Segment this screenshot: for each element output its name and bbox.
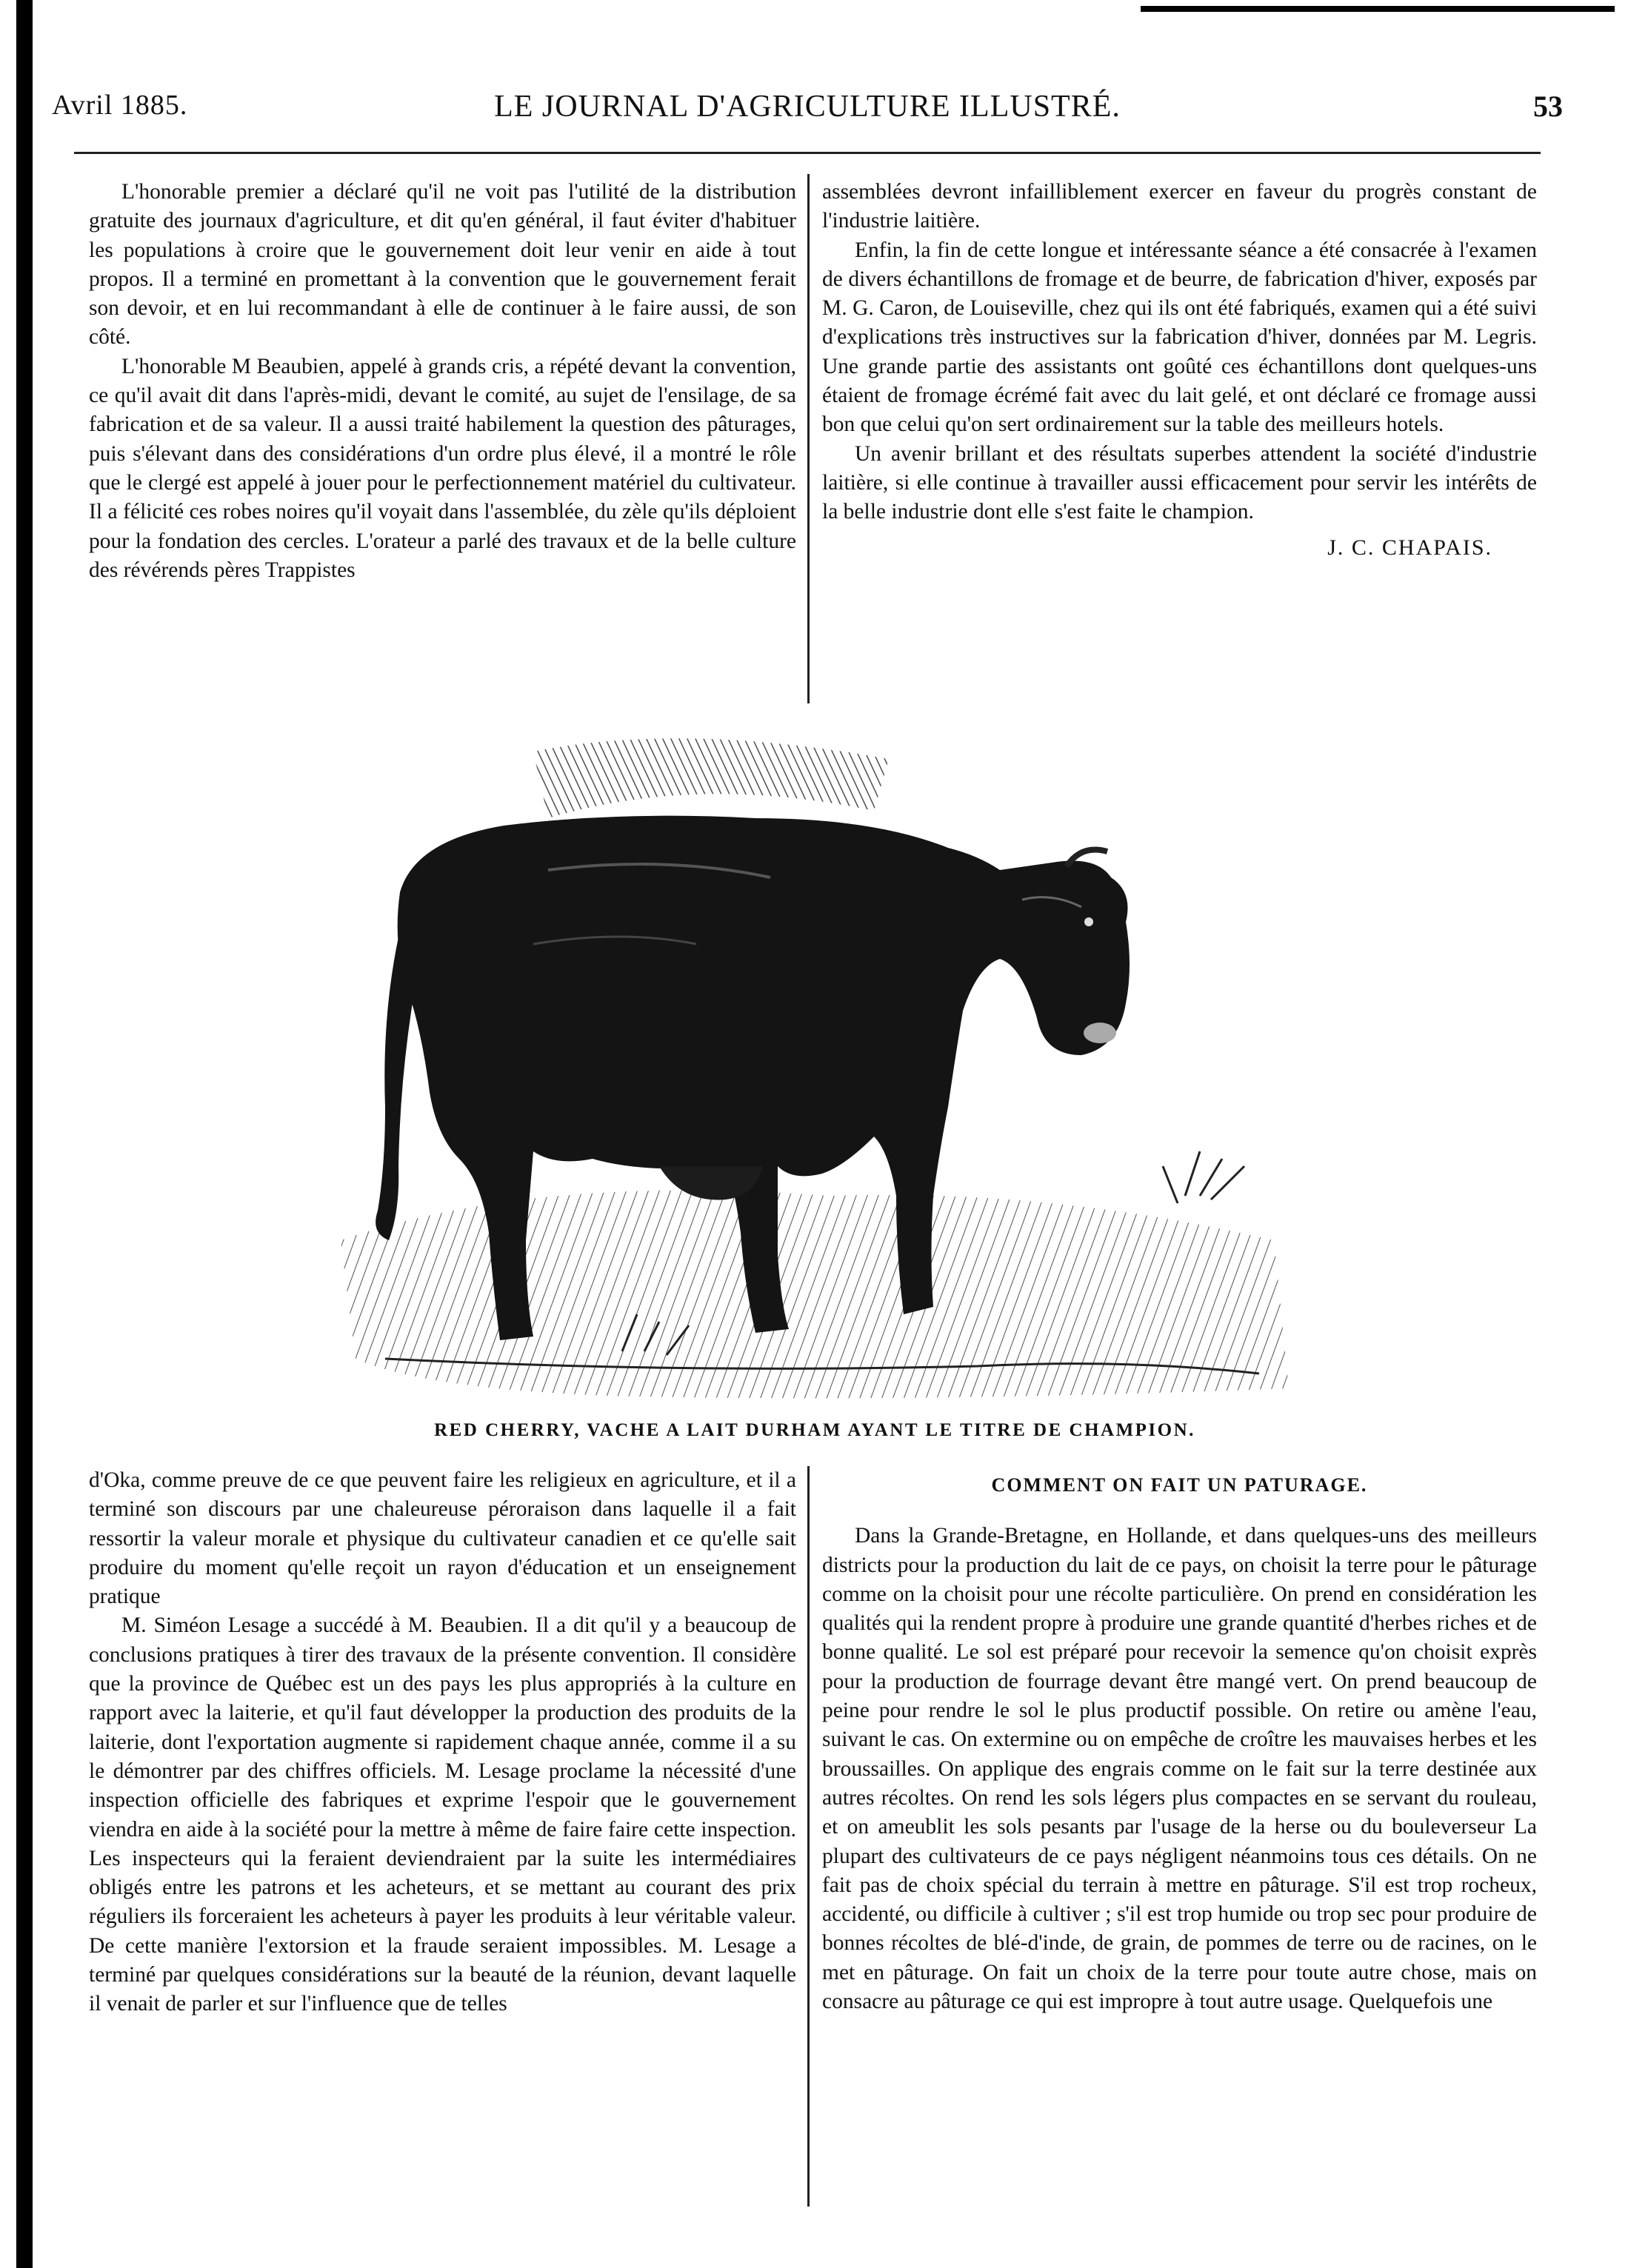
cow-engraving [311, 722, 1304, 1411]
figure-caption: RED CHERRY, VACHE A LAIT DURHAM AYANT LE TITRE DE CHAMPION. [434, 1420, 1195, 1440]
journal-title: LE JOURNAL D'AGRICULTURE ILLUSTRÉ. [494, 90, 1121, 124]
top-left-column [89, 178, 796, 696]
page-edge-bar [16, 0, 33, 2268]
paragraph: Dans la Grande-Bretagne, en Hollande, et dans quelques-uns des meilleurs districts pour la production du lait de ce pays, on choisit la terre pour le pâturage comme on la choisit pour une récolte particulière. On prend en considération les qualités qui la rendent propre à produire une grande quantité d'herbes riches et de bonne qualité. Le sol est préparé pour recevoir la semence qu'on choisit exprès pour la production de fourrage devant être mangé vert. On prend beaucoup de peine pour rendre le sol le plus productif possible. On retire ou amène l'eau, suivant le cas. On extermine ou on empêche de croître les mauvaises herbes et les broussailles. On applique des engrais comme on le fait sur la terre destinée aux autres récoltes. On rend les sols légers plus compactes en se servant du rouleau, et on ameublit les sols pesants par l'usage de la herse ou du bouleverseur La plupart des cultivateurs de ce pays négligent néanmoins tous ces détails. On ne fait pas de choix spécial du terrain à mettre en pâturage. S'il est trop rocheux, accidenté, ou difficile à cultiver ; s'il est trop humide ou trop sec pour produire de bonnes récoltes de blé-d'inde, de grain, de pommes de terre ou de racines, on le met en pâturage. On fait un choix de la terre pour toute autre chose, mais on consacre au pâturage ce qui est impropre à tout autre usage. Quelquefois une [822, 1524, 1537, 2014]
page-header [52, 89, 1563, 141]
top-right-column [822, 178, 1537, 696]
paragraph: Enfin, la fin de cette longue et intéressante séance a été consacrée à l'examen de divers échantillons de fromage et de beurre, de fabrication d'hiver, exposés par M. G. Caron, de Louiseville, chez qui ils ont été fabriqués, examen qui a été suivi d'explications très instructives sur la fabrication d'hiver, données par M. Legris. Une grande partie des assistants ont goûté ces échantillons dont quelques-uns étaient de fromage écrémé fait avec du lait gelé, et ont déclaré ce fromage aussi bon que celui qu'on sert ordinairement sur la table des meilleurs hotels. [822, 238, 1537, 437]
issue-date: Avril 1885. [52, 90, 188, 121]
author-signature: J. C. CHAPAIS. [1327, 535, 1492, 560]
paragraph: Un avenir brillant et des résultats superbes attendent la société d'industrie laitière, si elle continue à travailler aussi efficacement pour servir les intérêts de la belle industrie dont elle s'est faite le champion. [822, 441, 1537, 524]
bottom-left-column [89, 1466, 796, 2207]
paragraph: L'honorable M Beaubien, appelé à grands cris, a répété devant la convention, ce qu'il avait dit dans l'après-midi, devant le comité, au sujet de l'ensilage, de sa fabrication et de sa valeur. Il a aussi traité habilement la question des pâturages, puis s'élevant dans des considérations d'un ordre plus élevé, il a montré le rôle que le clergé est appelé à jouer pour le perfectionnement matériel du cultivateur. Il a félicité ces robes noires qu'il voyait dans l'assemblée, du zèle qu'ils déploient pour la fondation des cercles. L'orateur a parlé des travaux et de la belle culture des révérends pères Trappistes [89, 354, 796, 582]
top-edge-rule [1141, 6, 1615, 12]
paragraph: L'honorable premier a déclaré qu'il ne voit pas l'utilité de la distribution gratuite des journaux d'agriculture, et dit qu'en général, il faut éviter d'habituer les populations à croire que le gouvernement doit leur venir en aide à tout propos. Il a terminé en promettant à la convention que le gouvernement ferait son devoir, et en lui recommandant à elle de continuer à le faire aussi, de son côté. [89, 180, 796, 349]
header-rule [74, 152, 1541, 154]
page-number: 53 [1533, 90, 1563, 123]
paragraph: M. Siméon Lesage a succédé à M. Beaubien. Il a dit qu'il y a beaucoup de conclusions pratiques à tirer des travaux de la présente convention. Il considère que la province de Québec est un des pays les plus appropriés à la culture en rapport avec la laiterie, et qu'il faut développer la production des produits de la laiterie, dont l'exportation augmente si rapidement chaque année, comme il a su le démontrer par des chiffres officiels. M. Lesage proclame la nécessité d'une inspection officielle des fabriques et exprime l'espoir que le gouvernement viendra en aide à la société pour la mettre à même de faire faire cette inspection. Les inspecteurs qui la feraient deviendraient par la suite les intermédiaires obligés entre les patrons et les acheteurs, et se mettant au courant des prix réguliers ils forceraient les acheteurs à payer les produits à leur véritable valeur. De cette manière l'extorsion et la fraude seraient impossibles. M. Lesage a terminé par quelques considérations sur la beauté de la réunion, devant laquelle il venait de parler et sur l'influence que de telles [89, 1613, 796, 2016]
section-heading: COMMENT ON FAIT UN PATURAGE. [991, 1474, 1368, 1496]
paragraph: assemblées devront infailliblement exercer en faveur du progrès constant de l'industrie laitière. [822, 180, 1537, 233]
column-divider-top [807, 174, 810, 703]
paragraph: d'Oka, comme preuve de ce que peuvent faire les religieux en agriculture, et il a terminé son discours par une chaleureuse péroraison dans laquelle il a fait ressortir la valeur morale et physique du cultivateur canadien et ce qu'elle sait produire du moment qu'elle reçoit un rayon d'éducation et un enseignement pratique [89, 1468, 796, 1609]
bottom-right-column [822, 1466, 1537, 2207]
column-divider-bottom [807, 1466, 810, 2207]
